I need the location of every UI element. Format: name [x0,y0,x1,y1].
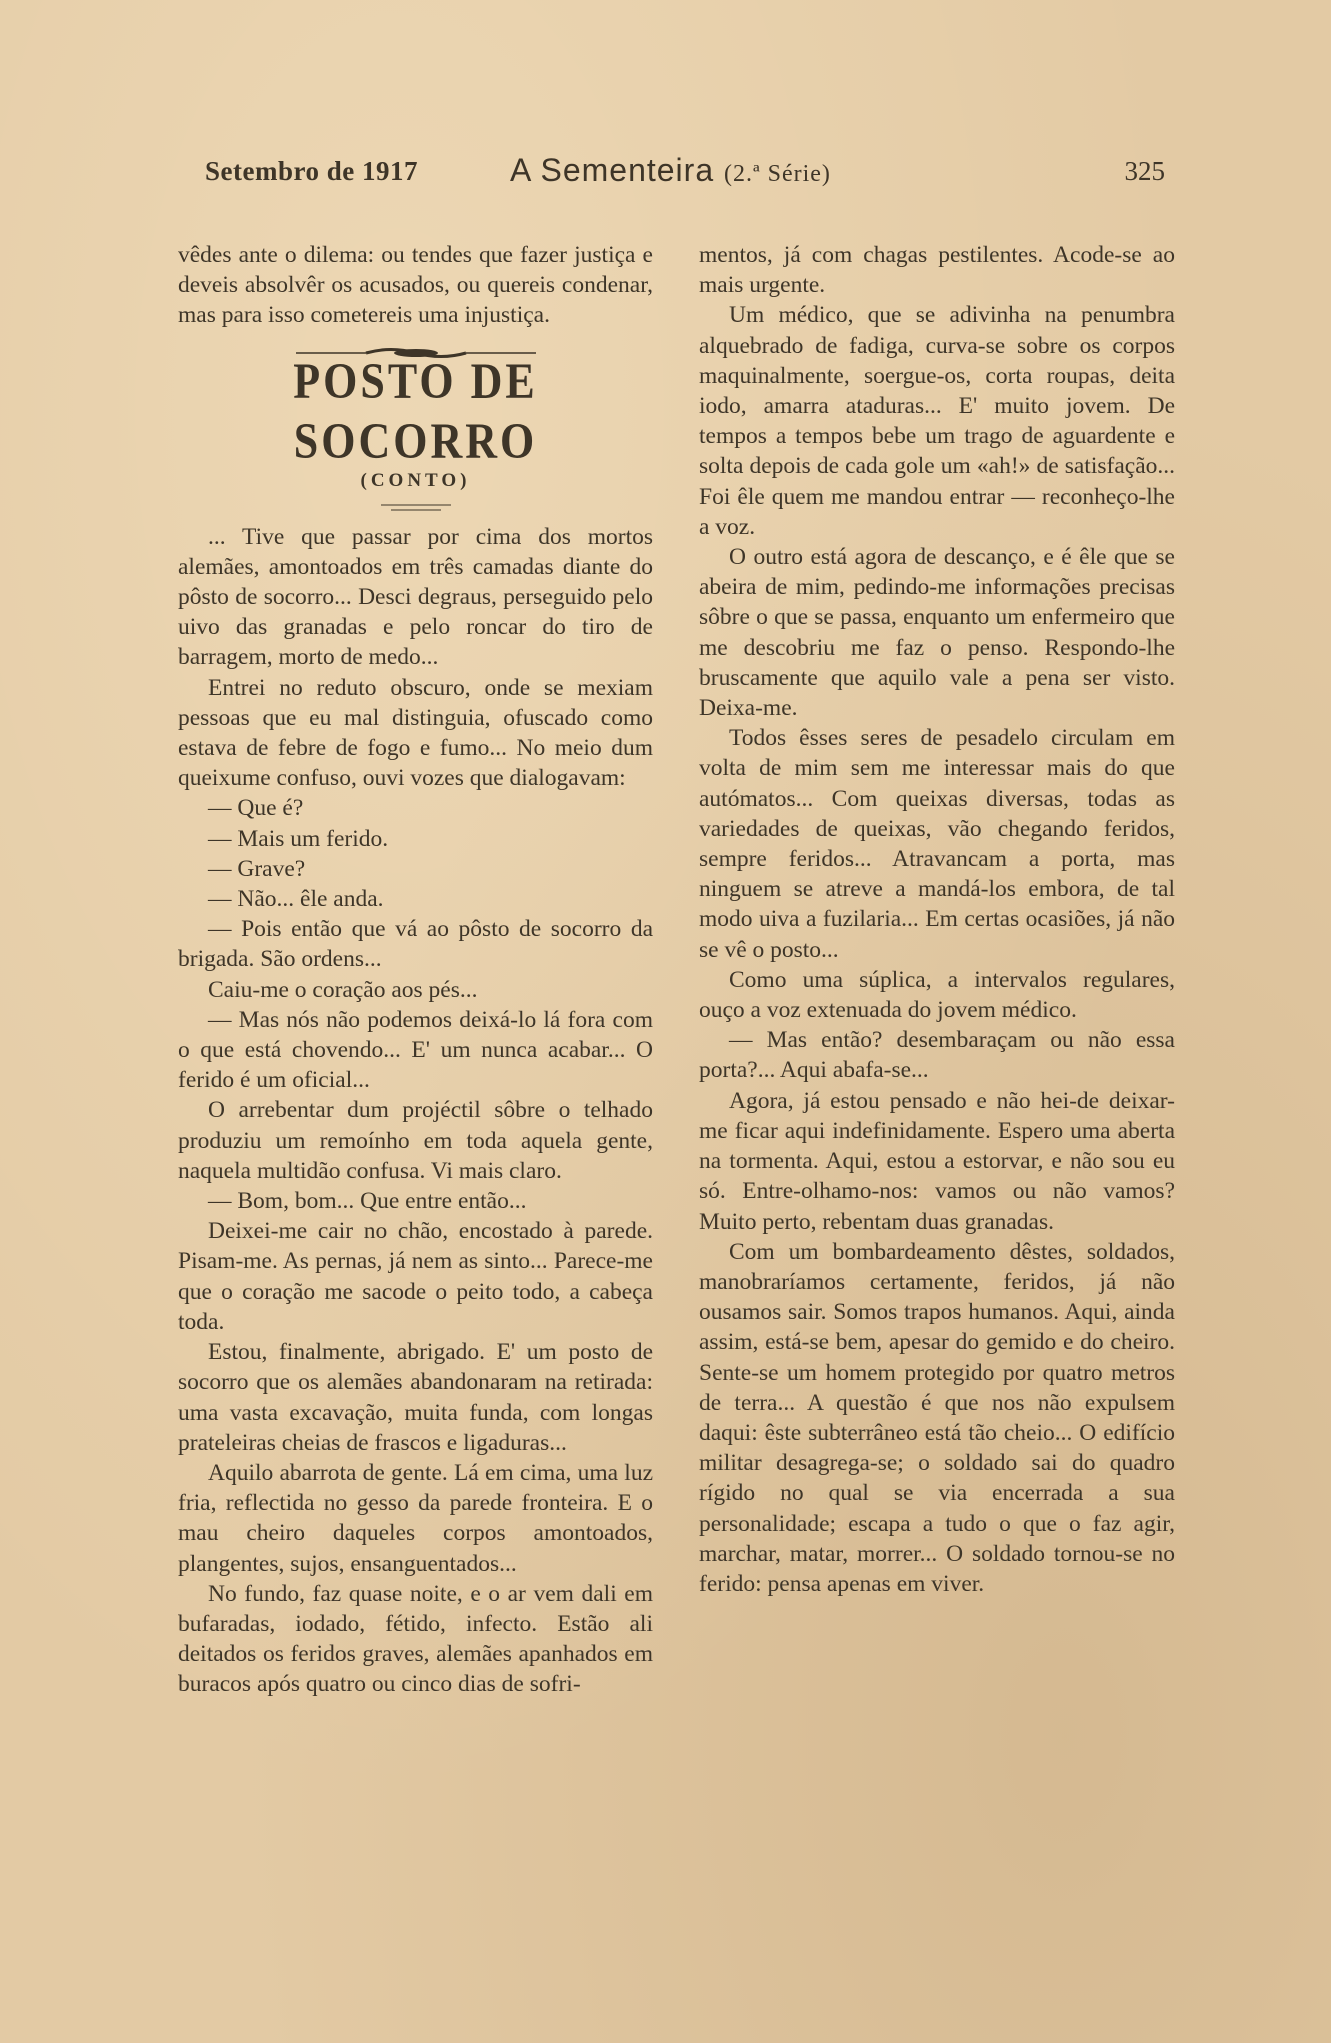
paragraph: Com um bombardeamento dêstes, soldados, manobraríamos certamente, feridos, já não ousamos sair. Somos trapos humanos. Aqui, ainda assim, está-se bem, apesar do gemido e do cheiro. Sente-se um homem protegido por quatro metros de terra... A questão é que nos não expulsem daqui: êste subterrâneo está tão cheio... O edifício militar desagrega-se; o soldado sai do quadro rígido no qual se via encerrada a sua personalidade; escapa a tudo o que o faz agir, marchar, matar, morrer... O soldado tornou-se no ferido: pensa apenas em viver. [699,1238,1175,1597]
paragraph: Caiu-me o coração aos pés... [208,976,478,1003]
paragraph: Todos êsses seres de pesadelo circulam em volta de mim sem me interessar mais do que autómatos... Com queixas diversas, todas as variedades de queixas, vão chegando feridos, sempre feridos... Atravancam a porta, mas ninguem se atreve a mandá-los embora, de tal modo uiva a fuzilaria... Em certas ocasiões, já não se vê o posto... [699,725,1175,963]
paragraph: O outro está agora de descanço, e é êle que se abeira de mim, pedindo-me informações precisas sôbre o que se passa, enquanto um enfermeiro que me descobriu me faz o penso. Respondo-lhe bruscamente que aquilo vale a pena ser visto. Deixa-me. [699,544,1175,722]
story-subtitle: (CONTO) [360,469,471,491]
ornamental-divider [178,338,653,352]
journal-name: A Sementeira [510,152,715,188]
series-label: (2.ª Série) [724,161,831,187]
story-title: POSTO DE SOCORRO [293,352,538,470]
header-date: Setembro de 1917 [205,156,418,186]
paragraph: ... Tive que passar por cima dos mortos alemães, amontoados em três camadas diante do pôsto de socorro... Desci degraus, perseguido pelo uivo das granadas e pelo roncar do tiro de barragem, morto de medo... [178,523,653,671]
dialogue-line: — Grave? [208,855,306,882]
intro-paragraph: vêdes ante o dilema: ou tendes que fazer justiça e deveis absolvêr os acusados, ou quereis condenar, mas para isso cometereis uma injustiça. [178,242,653,329]
paragraph: mentos, já com chagas pestilentes. Acode-se ao mais urgente. [699,242,1175,299]
page-number: 325 [1124,156,1165,186]
running-header [205,152,1165,192]
paragraph: Um médico, que se adivinha na penumbra alquebrado de fadiga, curva-se sobre os corpos maquinalmente, soergue-os, corta roupas, deita iodo, amarra ataduras... E' muito jovem. De tempos a tempos bebe um trago de aguardente e solta depois de cada gole um «ah!» de satisfação... Foi êle quem me mandou entrar — reconheço-lhe a voz. [699,302,1175,540]
paragraph: Deixei-me cair no chão, encostado à parede. Pisam-me. As pernas, já nem as sinto... Parece-me que o coração me sacode o peito todo, a cabeça toda. [178,1218,653,1335]
paragraph: No fundo, faz quase noite, e o ar vem dali em bufaradas, iodado, fétido, infecto. Estão ali deitados os feridos graves, alemães apanhados em buracos após quatro ou cinco dias de sofri- [178,1580,653,1698]
dialogue-line: — Bom, bom... Que entre então... [208,1188,527,1215]
paragraph: Estou, finalmente, abrigado. E' um posto de socorro que os alemães abandonaram na retirada: uma vasta excavação, muita funda, com longas prateleiras cheias de frascos e ligaduras... [178,1339,653,1456]
dialogue-line: — Mas nós não podemos deixá-lo lá fora com o que está chovendo... E' um nunca acabar... O ferido é um oficial... [178,1006,653,1094]
paragraph: Aquilo abarrota de gente. Lá em cima, uma luz fria, reflectida no gesso da parede fronteira. E o mau cheiro daqueles corpos amontoados, plangentes, sujos, ensanguentados... [178,1459,653,1577]
dialogue-line: — Pois então que vá ao pôsto de socorro da brigada. São ordens... [178,916,653,973]
paragraph: Agora, já estou pensado e não hei-de deixar-me ficar aqui indefinidamente. Espero uma aberta na tormenta. Aqui, estou a estorvar, e não sou eu só. Entre-olhamo-nos: vamos ou não vamos? Muito perto, rebentam duas granadas. [699,1087,1175,1235]
dialogue-line: — Mais um ferido. [208,825,389,852]
left-column [178,240,653,1700]
right-column [699,240,1175,1599]
header-journal-title [510,152,831,189]
dialogue-line: — Mas então? desembaraçam ou não essa porta?... Aqui abafa-se... [699,1027,1175,1084]
dialogue-line: — Que é? [208,795,304,822]
paragraph: O arrebentar dum projéctil sôbre o telhado produziu um remoínho em toda aquela gente, naquela multidão confusa. Vi mais claro. [178,1097,653,1184]
title-rule [178,494,653,510]
dialogue-line: — Não... êle anda. [208,886,384,913]
paragraph: Como uma súplica, a intervalos regulares, ouço a voz extenuada do jovem médico. [699,966,1175,1024]
paragraph: Entrei no reduto obscuro, onde se mexiam pessoas que eu mal distinguia, ofuscado como estava de febre de fogo e fumo... No meio dum queixume confuso, ouvi vozes que dialogavam: [178,674,653,792]
